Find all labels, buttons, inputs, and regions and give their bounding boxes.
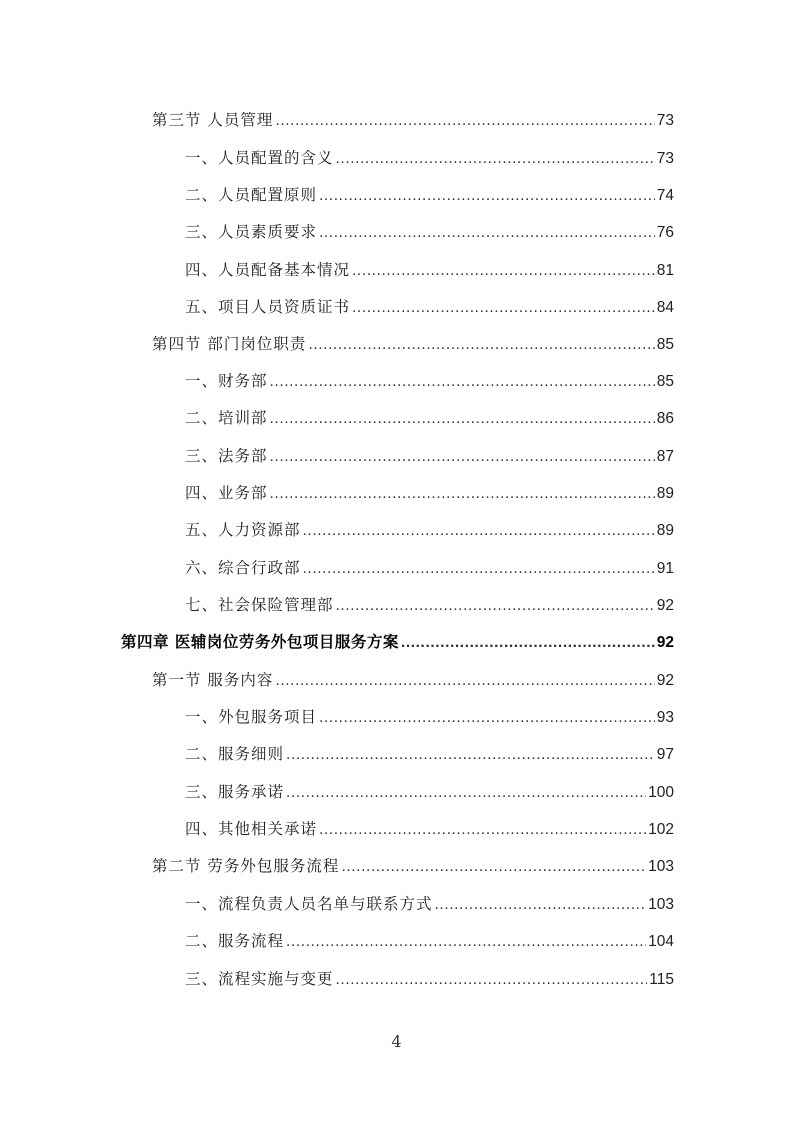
toc-entry[interactable] xyxy=(185,220,674,244)
toc-entry-page: 100 xyxy=(648,784,674,801)
toc-entry-title: 五、人力资源部 xyxy=(185,521,301,539)
toc-entry[interactable] xyxy=(185,183,674,207)
toc-entry-title: 四、其他相关承诺 xyxy=(185,820,318,838)
toc-entry-title: 六、综合行政部 xyxy=(185,559,301,577)
toc-entry-title: 三、人员素质要求 xyxy=(185,223,318,241)
toc-entry[interactable] xyxy=(185,406,674,430)
dot-leader xyxy=(286,930,646,954)
dot-leader xyxy=(303,557,655,581)
dot-leader xyxy=(303,519,655,543)
toc-entry-title: 二、服务流程 xyxy=(185,932,285,950)
toc-entry[interactable] xyxy=(185,556,674,580)
toc-entry-page: 89 xyxy=(656,485,674,502)
toc-entry-page: 85 xyxy=(656,373,674,390)
toc-entry[interactable] xyxy=(152,108,674,132)
dot-leader xyxy=(270,370,655,394)
toc-entry-title: 第一节 服务内容 xyxy=(152,671,274,689)
toc-entry-page: 81 xyxy=(656,262,674,279)
toc-entry[interactable] xyxy=(185,295,674,319)
toc-entry[interactable] xyxy=(185,146,674,170)
toc-entry[interactable] xyxy=(185,817,674,841)
toc-entry-title: 七、社会保险管理部 xyxy=(185,596,334,614)
dot-leader xyxy=(286,743,655,767)
toc-entry-title: 第四章 医辅岗位劳务外包项目服务方案 xyxy=(121,633,399,651)
dot-leader xyxy=(336,968,648,992)
toc-entry[interactable] xyxy=(185,518,674,542)
toc-entry-page: 92 xyxy=(656,672,674,689)
toc-entry-page: 115 xyxy=(649,971,674,988)
toc-entry[interactable] xyxy=(185,892,674,916)
toc-entry-page: 86 xyxy=(656,410,674,427)
dot-leader xyxy=(336,594,655,618)
toc-entry-page: 92 xyxy=(656,597,674,614)
toc-entry-page: 84 xyxy=(656,299,674,316)
toc-entry-title: 第四节 部门岗位职责 xyxy=(152,335,307,353)
dot-leader xyxy=(352,296,655,320)
toc-entry-page: 97 xyxy=(656,746,674,763)
toc-entry-title: 二、人员配置原则 xyxy=(185,186,318,204)
dot-leader xyxy=(319,706,655,730)
toc-entry[interactable] xyxy=(185,742,674,766)
toc-entry[interactable] xyxy=(152,332,674,356)
toc-entry[interactable] xyxy=(185,369,674,393)
toc-entry-title: 三、流程实施与变更 xyxy=(185,970,334,988)
toc-entry-title: 第三节 人员管理 xyxy=(152,111,274,129)
toc-entry-page: 103 xyxy=(648,858,674,875)
toc-entry-page: 104 xyxy=(648,933,674,950)
toc-entry[interactable] xyxy=(185,780,674,804)
toc-entry-title: 二、服务细则 xyxy=(185,745,285,763)
dot-leader xyxy=(435,893,647,917)
toc-entry-title: 一、人员配置的含义 xyxy=(185,149,334,167)
toc-entry-title: 二、培训部 xyxy=(185,409,268,427)
dot-leader xyxy=(270,482,655,506)
toc-entry-page: 73 xyxy=(656,150,674,167)
toc-entry[interactable] xyxy=(185,481,674,505)
page-number: 4 xyxy=(391,1032,402,1051)
dot-leader xyxy=(341,855,646,879)
dot-leader xyxy=(336,147,655,171)
toc-entry-page: 85 xyxy=(656,336,674,353)
toc-entry-page: 92 xyxy=(656,634,674,651)
toc-entry-title: 第二节 劳务外包服务流程 xyxy=(152,857,340,875)
toc-entry[interactable] xyxy=(185,929,674,953)
toc-entry[interactable] xyxy=(152,668,674,692)
toc-entry-title: 三、法务部 xyxy=(185,447,268,465)
dot-leader xyxy=(286,781,646,805)
toc-entry-title: 一、财务部 xyxy=(185,372,268,390)
toc-entry-page: 91 xyxy=(656,560,674,577)
dot-leader xyxy=(308,333,654,357)
toc-entry-title: 四、人员配备基本情况 xyxy=(185,261,351,279)
dot-leader xyxy=(401,631,655,655)
toc-entry-page: 102 xyxy=(648,821,674,838)
toc-entry-title: 四、业务部 xyxy=(185,484,268,502)
toc-entry-page: 73 xyxy=(656,112,674,129)
toc-entry-title: 五、项目人员资质证书 xyxy=(185,298,351,316)
dot-leader xyxy=(275,109,654,133)
dot-leader xyxy=(319,221,655,245)
toc-entry[interactable] xyxy=(152,854,674,878)
dot-leader xyxy=(275,669,654,693)
toc-entry-page: 87 xyxy=(656,448,674,465)
toc-entry[interactable] xyxy=(185,593,674,617)
toc-entry-title: 一、流程负责人员名单与联系方式 xyxy=(185,895,433,913)
toc-entry-title: 一、外包服务项目 xyxy=(185,708,318,726)
toc-entry-page: 103 xyxy=(648,896,674,913)
toc-entry[interactable] xyxy=(185,444,674,468)
toc-entry-page: 89 xyxy=(656,522,674,539)
toc-entry-page: 76 xyxy=(656,224,674,241)
toc-entry[interactable] xyxy=(185,258,674,282)
dot-leader xyxy=(352,259,655,283)
dot-leader xyxy=(270,445,655,469)
toc-entry-page: 74 xyxy=(656,187,674,204)
toc-entry-page: 93 xyxy=(656,709,674,726)
toc-entry-chapter[interactable] xyxy=(121,630,674,654)
dot-leader xyxy=(319,184,655,208)
dot-leader xyxy=(270,407,655,431)
toc-entry-title: 三、服务承诺 xyxy=(185,783,285,801)
dot-leader xyxy=(319,818,646,842)
toc-entry[interactable] xyxy=(185,705,674,729)
toc-entry[interactable] xyxy=(185,967,674,991)
